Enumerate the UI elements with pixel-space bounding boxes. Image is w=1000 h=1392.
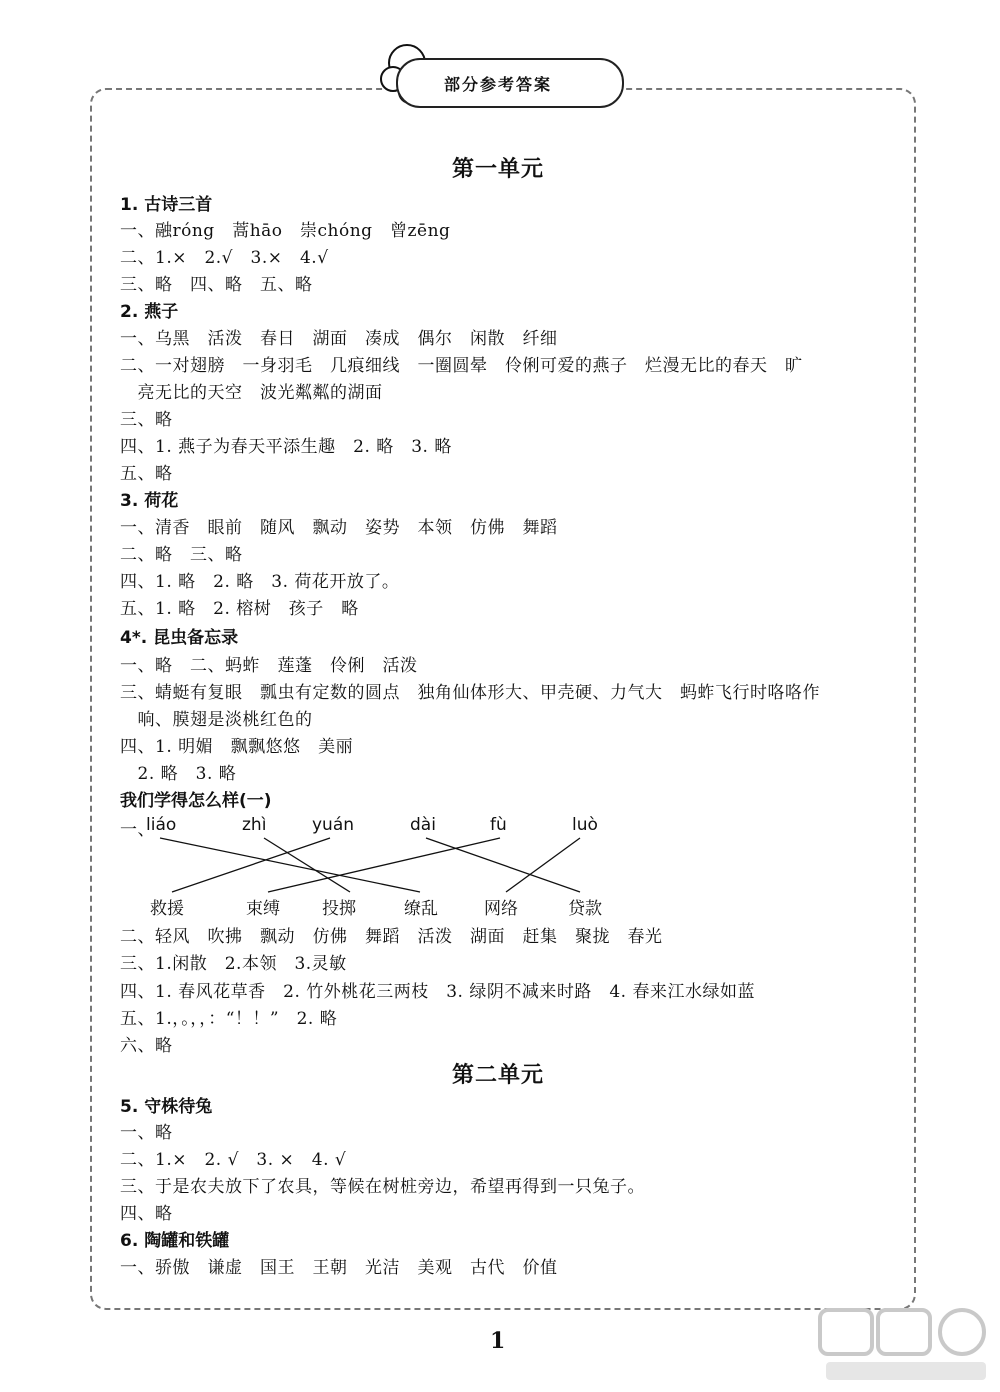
answer-line: 四、1. 明媚 飘飘悠悠 美丽 [120,737,354,757]
pinyin-label: dài [410,815,436,835]
answer-line: 一、清香 眼前 随风 飘动 姿势 本领 仿佛 舞蹈 [120,518,558,538]
lesson-title: 4*. 昆虫备忘录 [120,628,239,648]
answer-line: 一、略 [120,1123,173,1143]
lesson-title: 1. 古诗三首 [120,195,213,215]
answer-line: 三、于是农夫放下了农具，等候在树桩旁边，希望再得到一只兔子。 [120,1177,645,1197]
answer-line: 三、1.闲散 2.本领 3.灵敏 [120,954,347,974]
pinyin-label: liáo [146,815,177,835]
answer-line: 四、略 [120,1204,173,1224]
answer-line: 五、1.，。，，：“！！” 2. 略 [120,1009,338,1029]
lesson-title: 3. 荷花 [120,491,179,511]
matching-prefix: 一、 [120,820,155,840]
matching-word: 网络 [484,899,518,919]
matching-word: 缭乱 [404,899,438,919]
answer-line: 二、略 三、略 [120,545,243,565]
matching-word: 救援 [150,899,184,919]
matching-word: 束缚 [246,899,280,919]
answer-line: 二、轻风 吹拂 飘动 仿佛 舞蹈 活泼 湖面 赶集 聚拢 春光 [120,927,663,947]
answer-line: 三、略 四、略 五、略 [120,275,313,295]
answer-line: 一、略 二、蚂蚱 莲蓬 伶俐 活泼 [120,656,418,676]
answer-line: 五、1. 略 2. 榕树 孩子 略 [120,599,359,619]
match-line [506,838,580,892]
answer-line: 二、1.× 2. √ 3. × 4. √ [120,1150,347,1170]
lesson-title: 我们学得怎么样(一) [120,791,272,811]
answer-line: 四、1. 燕子为春天平添生趣 2. 略 3. 略 [120,437,452,457]
answer-line: 一、融róng 蒿hāo 崇chóng 曾zēng [120,221,451,241]
answer-line: 四、1. 春风花草香 2. 竹外桃花三两枝 3. 绿阴不减来时路 4. 春来江水绿如蓝 [120,982,755,1002]
lesson-title: 5. 守株待兔 [120,1097,213,1117]
match-line [426,838,580,892]
lesson-title: 6. 陶罐和铁罐 [120,1231,230,1251]
match-line [160,838,420,892]
answer-line: 五、略 [120,464,173,484]
page-number: 1 [490,1328,506,1354]
lesson-title: 2. 燕子 [120,302,179,322]
matching-word: 贷款 [568,899,602,919]
answer-line: 二、一对翅膀 一身羽毛 几痕细线 一圈圆晕 伶俐可爱的燕子 烂漫无比的春天 旷 [120,356,803,376]
answer-line: 一、骄傲 谦虚 国王 王朝 光洁 美观 古代 价值 [120,1258,558,1278]
banner-title: 部分参考答案 [444,75,553,94]
answer-line: 三、蜻蜓有复眼 瓢虫有定数的圆点 独角仙体形大、甲壳硬、力气大 蚂蚱飞行时咯咯作 [120,683,820,703]
unit-title: 第二单元 [452,1063,545,1088]
unit-title: 第一单元 [452,157,545,182]
answer-line: 四、1. 略 2. 略 3. 荷花开放了。 [120,572,400,592]
answer-line: 三、略 [120,410,173,430]
answer-line: 2. 略 3. 略 [120,764,237,784]
answer-line: 亮无比的天空 波光粼粼的湖面 [120,383,383,403]
matching-word: 投掷 [322,899,356,919]
answer-line: 二、1.× 2.√ 3.× 4.√ [120,248,329,268]
answer-line: 六、略 [120,1036,173,1056]
pinyin-label: yuán [312,815,355,835]
answer-line: 响、膜翅是淡桃红色的 [120,710,313,730]
answer-line: 一、乌黑 活泼 春日 湖面 凑成 偶尔 闲散 纤细 [120,329,558,349]
watermark-logo-icon [816,1306,992,1386]
pinyin-label: luò [572,815,598,835]
pinyin-label: zhì [242,815,267,835]
pinyin-label: fù [490,815,507,835]
